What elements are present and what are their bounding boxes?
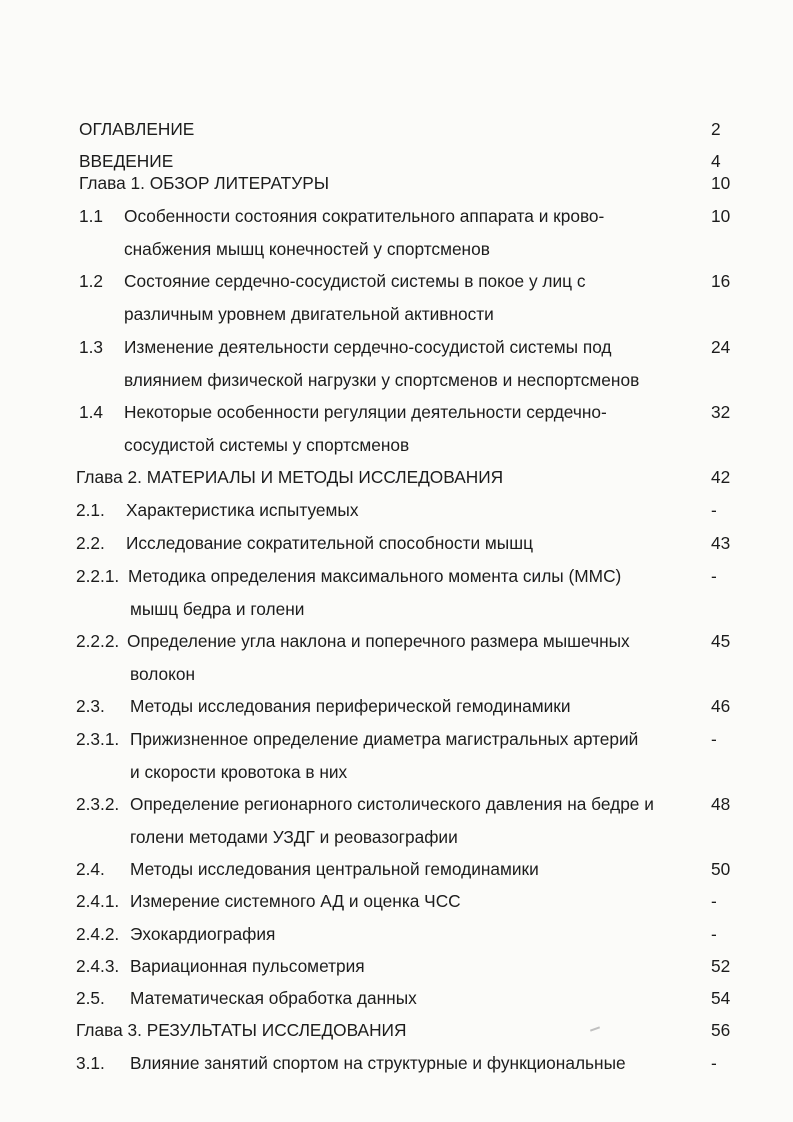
toc-entry-page: 16	[711, 271, 731, 291]
toc-entry-number: 2.1.	[76, 500, 105, 520]
toc-entry-page: -	[711, 729, 717, 749]
toc-entry-title: Глава 3. РЕЗУЛЬТАТЫ ИССЛЕДОВАНИЯ	[76, 1020, 407, 1040]
toc-entry-title: Прижизненное определение диаметра магистральных артерий	[130, 729, 639, 749]
toc-entry-number: 1.2	[79, 271, 104, 291]
toc-entry-page: -	[711, 500, 717, 520]
toc-entry-number: 2.5.	[76, 988, 105, 1008]
toc-entry-page: 48	[711, 794, 731, 814]
toc-entry-number: 2.4.3.	[76, 956, 120, 976]
toc-entry-title: Измерение системного АД и оценка ЧСС	[130, 891, 461, 911]
toc-entry-title: Методика определения максимального момента силы (ММС)	[128, 566, 622, 586]
toc-entry-number: 1.1	[79, 206, 104, 226]
toc-entry-page: 50	[711, 859, 731, 879]
toc-entry-title-continued: влиянием физической нагрузки у спортсменов и неспортсменов	[124, 370, 640, 390]
toc-entry-title: Вариационная пульсометрия	[130, 956, 365, 976]
toc-entry-number: 2.2.	[76, 533, 105, 553]
toc-entry-number: 2.3.2.	[76, 794, 120, 814]
toc-entry-page: 4	[711, 151, 721, 171]
toc-entry-page: 43	[711, 533, 731, 553]
toc-entry-title: Методы исследования центральной гемодинамики	[130, 859, 539, 879]
toc-entry-page: 54	[711, 988, 731, 1008]
toc-entry-title-continued: волокон	[130, 664, 196, 684]
toc-entry-title: Определение регионарного систолического давления на бедре и	[130, 794, 654, 814]
toc-entry-number: 1.4	[79, 402, 104, 422]
toc-entry-title: Особенности состояния сократительного аппарата и крово-	[124, 206, 605, 226]
toc-entry-title-continued: мышц бедра и голени	[130, 599, 305, 619]
toc-entry-title: Определение угла наклона и поперечного размера мышечных	[127, 631, 630, 651]
toc-entry-title: Методы исследования периферической гемодинамики	[130, 696, 571, 716]
toc-entry-title: Исследование сократительной способности мышц	[126, 533, 533, 553]
toc-entry-page: 10	[711, 206, 731, 226]
toc-entry-page: 2	[711, 119, 721, 139]
toc-entry-number: 2.2.1.	[76, 566, 120, 586]
toc-entry-title-continued: и скорости кровотока в них	[130, 762, 348, 782]
toc-entry-page: -	[711, 566, 717, 586]
toc-entry-number: 2.2.2.	[76, 631, 120, 651]
toc-entry-title: Состояние сердечно-сосудистой системы в покое у лиц с	[124, 271, 586, 291]
toc-entry-number: 2.3.1.	[76, 729, 120, 749]
toc-entry-title-continued: различным уровнем двигательной активности	[124, 304, 494, 324]
toc-entry-page: 56	[711, 1020, 731, 1040]
scan-smudge	[590, 1026, 600, 1031]
toc-entry-number: 2.4.	[76, 859, 105, 879]
toc-entry-number: 2.4.1.	[76, 891, 120, 911]
toc-entry-number: 2.4.2.	[76, 924, 120, 944]
toc-entry-title: Влияние занятий спортом на структурные и функциональные	[130, 1053, 626, 1073]
toc-entry-page: 46	[711, 696, 731, 716]
toc-entry-title-continued: снабжения мышц конечностей у спортсменов	[124, 239, 490, 259]
toc-entry-title: Некоторые особенности регуляции деятельности сердечно-	[124, 402, 607, 422]
toc-entry-title: ОГЛАВЛЕНИЕ	[79, 119, 195, 139]
toc-entry-number: 3.1.	[76, 1053, 105, 1073]
toc-entry-page: 45	[711, 631, 731, 651]
toc-entry-page: 32	[711, 402, 731, 422]
toc-entry-number: 2.3.	[76, 696, 105, 716]
toc-entry-page: 52	[711, 956, 731, 976]
toc-entry-title: Глава 1. ОБЗОР ЛИТЕРАТУРЫ	[79, 173, 330, 193]
toc-entry-page: 42	[711, 467, 731, 487]
toc-entry-title: Эхокардиография	[130, 924, 276, 944]
toc-entry-title: Глава 2. МАТЕРИАЛЫ И МЕТОДЫ ИССЛЕДОВАНИЯ	[76, 467, 504, 487]
toc-entry-title: Математическая обработка данных	[130, 988, 417, 1008]
toc-entry-title-continued: голени методами УЗДГ и реовазографии	[130, 827, 458, 847]
toc-entry-title: Изменение деятельности сердечно-сосудистой системы под	[124, 337, 612, 357]
toc-entry-page: 24	[711, 337, 731, 357]
toc-entry-page: -	[711, 1053, 717, 1073]
toc-entry-page: 10	[711, 173, 731, 193]
toc-entry-number: 1.3	[79, 337, 104, 357]
toc-entry-title: ВВЕДЕНИЕ	[79, 151, 174, 171]
toc-entry-page: -	[711, 891, 717, 911]
toc-entry-title: Характеристика испытуемых	[126, 500, 359, 520]
toc-entry-page: -	[711, 924, 717, 944]
toc-entry-title-continued: сосудистой системы у спортсменов	[124, 435, 410, 455]
